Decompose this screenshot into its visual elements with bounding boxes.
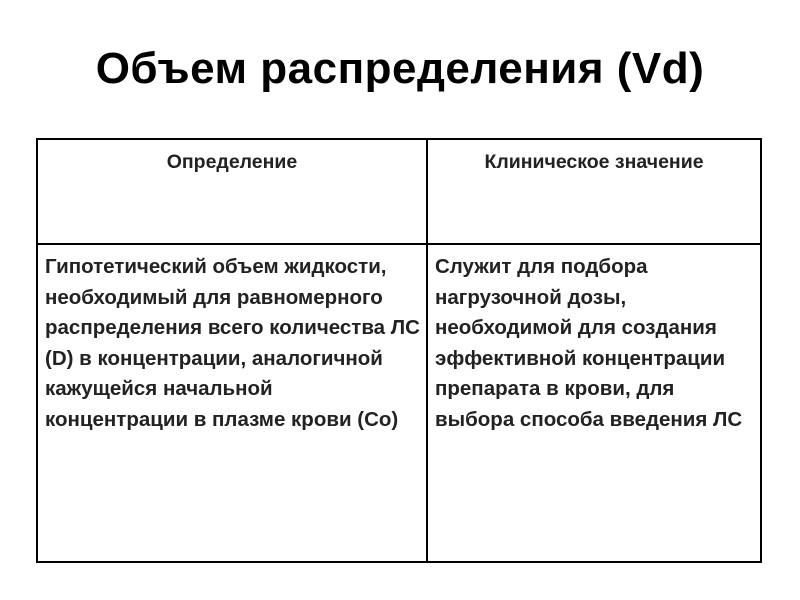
table-row [37,244,761,562]
cell-clinical-significance: Служит для подбора нагрузочной дозы, необходимой для создания эффективной концентрации препарата в крови, для выбора способа введения ЛС [427,244,761,562]
table-header-row [37,139,761,244]
header-clinical-significance: Клиническое значение [427,139,761,244]
cell-definition: Гипотетический объем жидкости, необходимый для равномерного распределения всего количества ЛС (D) в концентрации, аналогичной кажущейся начальной концентрации в плазме крови (Со) [37,244,427,562]
header-definition: Определение [37,139,427,244]
definition-table [36,138,762,563]
slide-title: Объем распределения (Vd) [95,44,705,93]
